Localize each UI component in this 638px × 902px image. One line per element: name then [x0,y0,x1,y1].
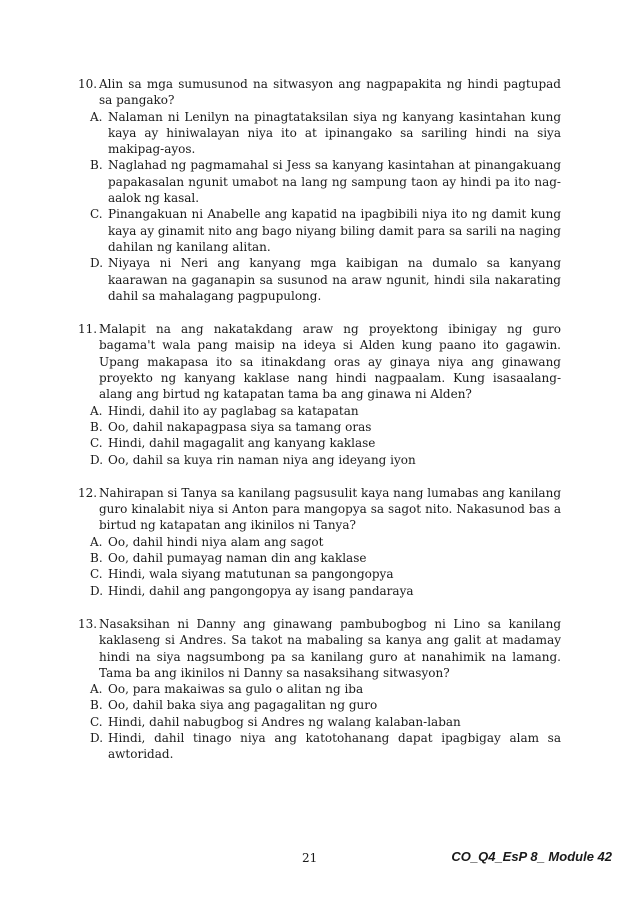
option-letter: B. [90,698,103,713]
option-text: Hindi, dahil tinago niya ang katotohanang dapat ipagbigay alam sa awtoridad. [108,730,561,762]
option-letter: C. [90,436,103,451]
option-text: Hindi, dahil magagalit ang kanyang kaklase [108,436,376,451]
option-text: Naglahad ng pagmamahal si Jess sa kanyang kasintahan at pinangakuang papakasalan ngunit umabot na lang ng sampung taon ay hindi pa ito nag-aalok ng kasal. [108,158,561,206]
question-stem [78,76,561,109]
question-stem [78,616,561,681]
question-text: Alin sa mga sumusunod na sitwasyon ang nagpapakita ng hindi pagtupad sa pangako? [99,77,561,108]
option-text: Oo, dahil sa kuya rin naman niya ang ideyang iyon [108,452,416,467]
option-c [90,714,561,730]
option-letter: A. [90,403,103,418]
option-letter: D. [90,583,104,598]
option-b [90,550,561,566]
option-d [90,583,561,599]
option-letter: D. [90,256,104,271]
module-code: CO_Q4_EsP 8_ Module 42 [451,849,612,864]
option-letter: A. [90,109,103,124]
option-a [90,403,561,419]
option-d [90,255,561,304]
option-text: Oo, dahil pumayag naman din ang kaklase [108,551,367,566]
option-text: Oo, dahil hindi niya alam ang sagot [108,534,324,549]
option-text: Niyaya ni Neri ang kanyang mga kaibigan na dumalo sa kanyang kaarawan na gaganapin sa susunod na araw ngunit, hindi sila nakarating dahil sa mahalagang pagpupulong. [108,256,561,303]
option-d [90,730,561,763]
question-text: Malapit na ang nakatakdang araw ng proyektong ibinigay ng guro bagama't wala pang maisip na ideya si Alden kung paano ito gagawin. Upang makapasa ito sa itinakdang oras ay ginaya niya ang ginawang proyekto ng kanyang kaklase nang hindi nagpaalam. Kung isasaalang-alang ang birtud ng katapatan tama ba ang ginawa ni Alden? [99,322,561,402]
option-letter: C. [90,714,103,729]
question-11 [78,321,561,468]
question-text: Nahirapan si Tanya sa kanilang pagsusulit kaya nang lumabas ang kanilang guro kinalabit niya si Anton para mangopya sa sagot nito. Nakasunod bas a birtud ng katapatan ang ikinilos ni Tanya? [99,485,561,533]
option-c [90,435,561,451]
option-c [90,206,561,255]
option-text: Pinangakuan ni Anabelle ang kapatid na ipagbibili niya ito ng damit kung kaya ay ginamit nito ang bago niyang biling damit para sa sarili na naging dahilan ng kanilang alitan. [108,207,561,254]
option-d [90,452,561,468]
question-number: 10. [78,77,98,91]
option-text: Nalaman ni Lenilyn na pinagtataksilan siya ng kanyang kasintahan kung kaya ay hiniwalayan niya ito at ipinangako sa sariling hindi na siya makipag-ayos. [108,109,561,157]
option-letter: D. [90,452,104,467]
option-text: Hindi, dahil nabugbog si Andres ng walang kalaban-laban [108,714,461,729]
option-letter: C. [90,207,103,222]
option-a [90,681,561,697]
option-a [90,109,561,158]
option-text: Oo, para makaiwas sa gulo o alitan ng iba [108,682,364,697]
option-a [90,534,561,550]
option-letter: B. [90,158,103,173]
question-number: 12. [78,485,98,500]
option-text: Hindi, dahil ang pangongopya ay isang pandaraya [108,583,414,598]
question-stem [78,485,561,534]
option-letter: A. [90,682,103,697]
question-10 [78,76,561,304]
option-text: Hindi, dahil ito ay paglabag sa katapatan [108,403,359,418]
page-number: 21 [302,851,318,865]
question-number: 13. [78,616,98,631]
question-12 [78,485,561,599]
question-text: Nasaksihan ni Danny ang ginawang pambubogbog ni Lino sa kanilang kaklaseng si Andres. Sa takot na mabaling sa kanya ang galit at madamay hindi na siya nagsumbong pa sa kanilang guro at nanahimik na lamang. Tama ba ang ikinilos ni Danny sa nasaksihang sitwasyon? [99,616,561,680]
option-text: Hindi, wala siyang matutunan sa pangongopya [108,567,394,582]
question-13 [78,616,561,763]
option-c [90,566,561,582]
option-text: Oo, dahil nakapagpasa siya sa tamang oras [108,419,372,434]
question-stem [78,321,561,402]
option-letter: C. [90,567,103,582]
option-b [90,157,561,206]
option-letter: B. [90,419,103,434]
option-letter: A. [90,534,103,549]
option-b [90,697,561,713]
option-letter: B. [90,551,103,566]
option-b [90,419,561,435]
option-letter: D. [90,730,104,745]
question-number: 11. [78,322,98,337]
option-text: Oo, dahil baka siya ang pagagalitan ng guro [108,698,378,713]
document-body [78,76,561,780]
